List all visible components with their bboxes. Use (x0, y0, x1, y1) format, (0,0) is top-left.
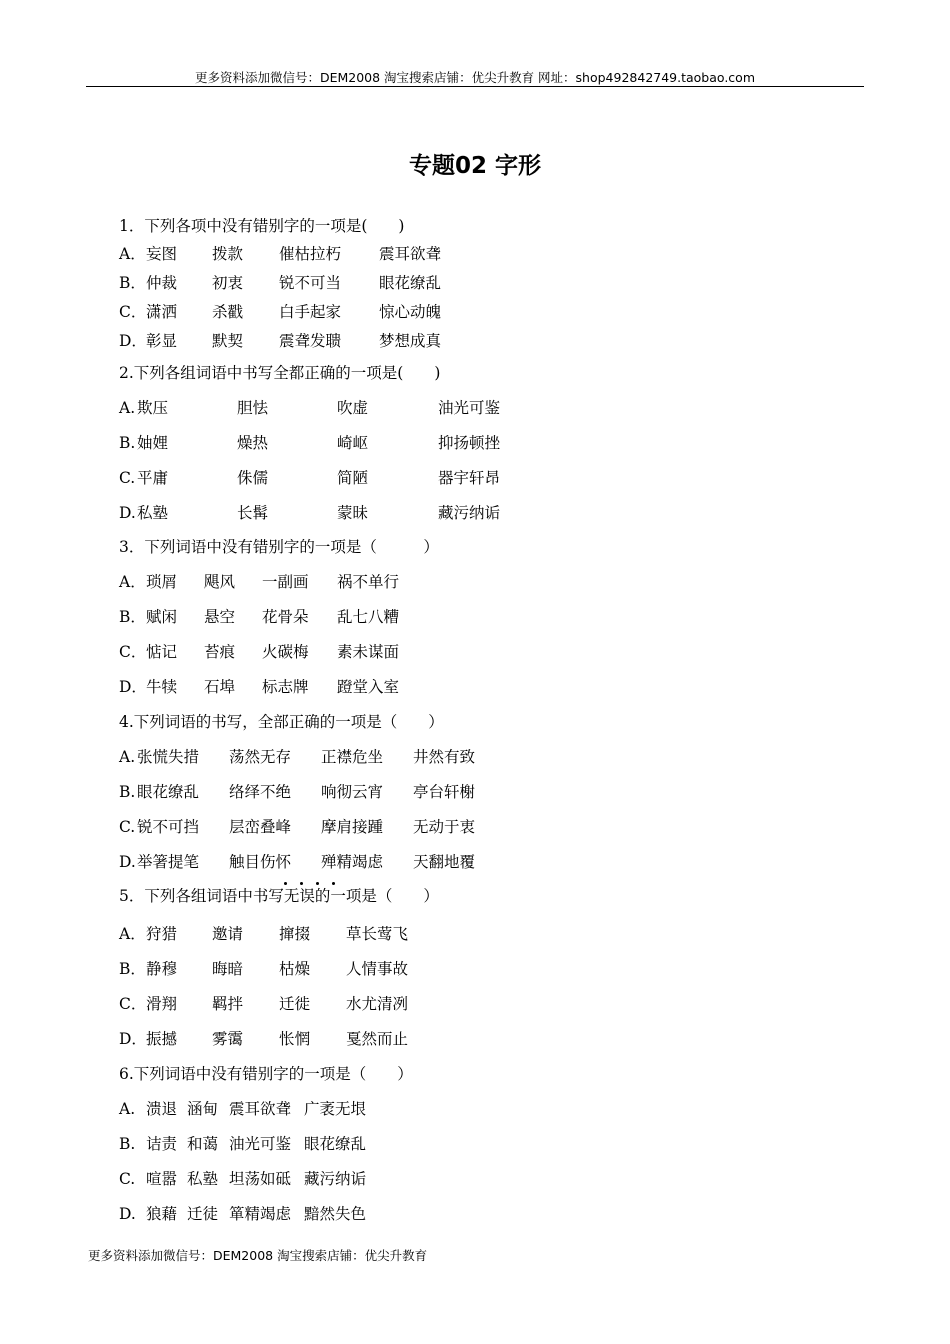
option-word: 平庸 (137, 469, 169, 487)
option-word: 锐不可挡 (137, 818, 200, 836)
option-word: 喧嚣 (146, 1170, 178, 1188)
option-label: B. (119, 434, 136, 452)
option-label: D. (119, 1205, 136, 1223)
option-word: 眼花缭乱 (137, 783, 200, 801)
option-word: 妯娌 (137, 434, 169, 452)
option-word: 私塾 (187, 1170, 219, 1188)
option-word: 欺压 (137, 399, 169, 417)
option-word: 崎岖 (337, 434, 369, 452)
option-word: 箪精竭虑 (229, 1205, 292, 1223)
option-label: A. (119, 1100, 136, 1118)
option-word: 震耳欲聋 (229, 1100, 292, 1118)
option-row (119, 1204, 879, 1224)
option-word: 撺掇 (279, 925, 311, 943)
option-label: C. (119, 818, 136, 836)
option-word: 白手起家 (279, 303, 342, 321)
option-word: 亭台轩榭 (413, 783, 476, 801)
option-label: C． (119, 303, 147, 321)
option-word: 怅惘 (279, 1030, 311, 1048)
option-word: 诘责 (146, 1135, 178, 1153)
option-word: 戛然而止 (346, 1030, 409, 1048)
option-word: 藏污纳诟 (304, 1170, 367, 1188)
option-word: 眼花缭乱 (304, 1135, 367, 1153)
option-word: 络绎不绝 (229, 783, 292, 801)
option-row (119, 782, 879, 802)
option-word: 琐屑 (146, 573, 178, 591)
emphasis-dot (316, 882, 319, 885)
option-word: 举箸提笔 (137, 853, 200, 871)
option-word: 祸不单行 (337, 573, 400, 591)
option-word: 狩猎 (146, 925, 178, 943)
option-word: 黯然失色 (304, 1205, 367, 1223)
option-label: A． (119, 245, 146, 263)
option-word: 吹虚 (337, 399, 369, 417)
option-label: C. (119, 1170, 136, 1188)
option-word: 器宇轩昂 (438, 469, 501, 487)
option-label: A. (119, 748, 136, 766)
option-row (119, 244, 879, 264)
option-label: A． (119, 573, 146, 591)
option-label: D. (119, 504, 136, 522)
option-row (119, 1169, 879, 1189)
option-label: C. (119, 469, 136, 487)
option-label: B． (119, 608, 146, 626)
emphasis-dot (300, 882, 303, 885)
option-label: C． (119, 643, 147, 661)
option-word: 水尤清冽 (346, 995, 409, 1013)
option-word: 静穆 (146, 960, 178, 978)
header-rule (86, 86, 864, 87)
option-word: 标志牌 (262, 678, 309, 696)
page-title: 专题02 字形 (408, 153, 541, 179)
option-label: B． (119, 960, 146, 978)
option-word: 蹬堂入室 (337, 678, 400, 696)
option-word: 蒙昧 (337, 504, 369, 522)
option-row (119, 273, 879, 293)
option-word: 拨款 (212, 245, 244, 263)
option-row (119, 398, 879, 418)
option-row (119, 331, 879, 351)
option-word: 潇洒 (146, 303, 178, 321)
option-word: 悬空 (204, 608, 236, 626)
option-word: 草长莺飞 (346, 925, 409, 943)
emphasis-dot (332, 882, 335, 885)
option-word: 苔痕 (204, 643, 236, 661)
page-footer: 更多资料添加微信号：DEM2008 淘宝搜索店铺：优尖升教育 (88, 1248, 428, 1263)
option-word: 滑翔 (146, 995, 178, 1013)
option-word: 梦想成真 (379, 332, 442, 350)
option-row (119, 1134, 879, 1154)
option-word: 涵甸 (187, 1100, 219, 1118)
option-row (119, 642, 879, 662)
option-word: 羁拌 (212, 995, 244, 1013)
option-word: 枯燥 (279, 960, 311, 978)
option-word: 殚精竭虑 (321, 853, 384, 871)
question-stem: 3．下列词语中没有错别字的一项是（ ） (119, 538, 439, 556)
option-word: 正襟危坐 (321, 748, 384, 766)
option-word: 荡然无存 (229, 748, 292, 766)
option-word: 抑扬顿挫 (438, 434, 501, 452)
option-word: 牛犊 (146, 678, 178, 696)
question-stem: 1．下列各项中没有错别字的一项是( ) (119, 217, 405, 235)
option-word: 邀请 (212, 925, 244, 943)
option-label: D． (119, 332, 147, 350)
option-word: 飓风 (204, 573, 236, 591)
option-word: 井然有致 (413, 748, 476, 766)
emphasis-dot (284, 882, 287, 885)
option-word: 妄图 (146, 245, 178, 263)
option-row (119, 994, 879, 1014)
option-row (119, 572, 879, 592)
option-row (119, 302, 879, 322)
option-row (119, 677, 879, 697)
option-word: 惦记 (146, 643, 178, 661)
option-row (119, 817, 879, 837)
question-stem: 4.下列词语的书写，全部正确的一项是（ ） (119, 713, 444, 731)
option-word: 私塾 (137, 504, 169, 522)
option-label: D． (119, 1030, 147, 1048)
option-word: 迁徙 (279, 995, 311, 1013)
option-word: 无动于衷 (413, 818, 476, 836)
option-row (119, 959, 879, 979)
option-label: C． (119, 995, 147, 1013)
question-stem: 6.下列词语中没有错别字的一项是（ ） (119, 1065, 413, 1083)
question-stem: 2.下列各组词语中书写全都正确的一项是( ) (119, 364, 441, 382)
option-word: 广袤无垠 (304, 1100, 367, 1118)
option-word: 石埠 (204, 678, 236, 696)
option-word: 花骨朵 (262, 608, 309, 626)
option-word: 默契 (212, 332, 244, 350)
option-row (119, 852, 879, 872)
option-word: 溃退 (146, 1100, 178, 1118)
option-word: 仲裁 (146, 274, 178, 292)
option-row (119, 468, 879, 488)
option-word: 震聋发聩 (279, 332, 342, 350)
option-row (119, 1099, 879, 1119)
option-word: 眼花缭乱 (379, 274, 442, 292)
option-word: 侏儒 (237, 469, 269, 487)
option-word: 惊心动魄 (379, 303, 442, 321)
question-stem: 5．下列各组词语中书写无误的一项是（ ） (119, 887, 439, 905)
option-word: 狼藉 (146, 1205, 178, 1223)
option-row (119, 747, 879, 767)
option-word: 触目伤怀 (229, 853, 292, 871)
option-word: 胆怯 (237, 399, 269, 417)
option-row (119, 607, 879, 627)
option-label: B. (119, 1135, 136, 1153)
option-word: 长髯 (237, 504, 269, 522)
option-word: 振撼 (146, 1030, 178, 1048)
option-word: 乱七八糟 (337, 608, 400, 626)
option-word: 燥热 (237, 434, 269, 452)
option-word: 晦暗 (212, 960, 244, 978)
option-word: 震耳欲聋 (379, 245, 442, 263)
option-word: 杀戳 (212, 303, 244, 321)
option-label: D. (119, 853, 136, 871)
option-word: 油光可鉴 (438, 399, 501, 417)
option-word: 坦荡如砥 (229, 1170, 292, 1188)
option-label: B. (119, 783, 136, 801)
option-word: 锐不可当 (279, 274, 342, 292)
option-word: 初衷 (212, 274, 244, 292)
option-word: 摩肩接踵 (321, 818, 384, 836)
option-label: A． (119, 925, 146, 943)
option-row (119, 433, 879, 453)
option-word: 张慌失措 (137, 748, 200, 766)
option-word: 和蔼 (187, 1135, 219, 1153)
option-row (119, 924, 879, 944)
option-word: 藏污纳诟 (438, 504, 501, 522)
option-word: 彰显 (146, 332, 178, 350)
option-label: A. (119, 399, 136, 417)
option-word: 油光可鉴 (229, 1135, 292, 1153)
option-word: 催枯拉朽 (279, 245, 342, 263)
option-word: 层峦叠峰 (229, 818, 292, 836)
page-header: 更多资料添加微信号：DEM2008 淘宝搜索店铺：优尖升教育 网址：shop492842749.taobao.com (194, 70, 756, 85)
option-word: 一副画 (262, 573, 309, 591)
option-word: 雾霭 (212, 1030, 244, 1048)
option-word: 天翻地覆 (413, 853, 476, 871)
option-word: 人情事故 (346, 960, 409, 978)
option-word: 素未谋面 (337, 643, 400, 661)
option-word: 响彻云宵 (321, 783, 384, 801)
option-label: B． (119, 274, 146, 292)
option-word: 火碳梅 (262, 643, 309, 661)
option-word: 赋闲 (146, 608, 178, 626)
option-word: 简陋 (337, 469, 369, 487)
option-word: 迁徒 (187, 1205, 219, 1223)
option-row (119, 1029, 879, 1049)
option-row (119, 503, 879, 523)
option-label: D． (119, 678, 147, 696)
